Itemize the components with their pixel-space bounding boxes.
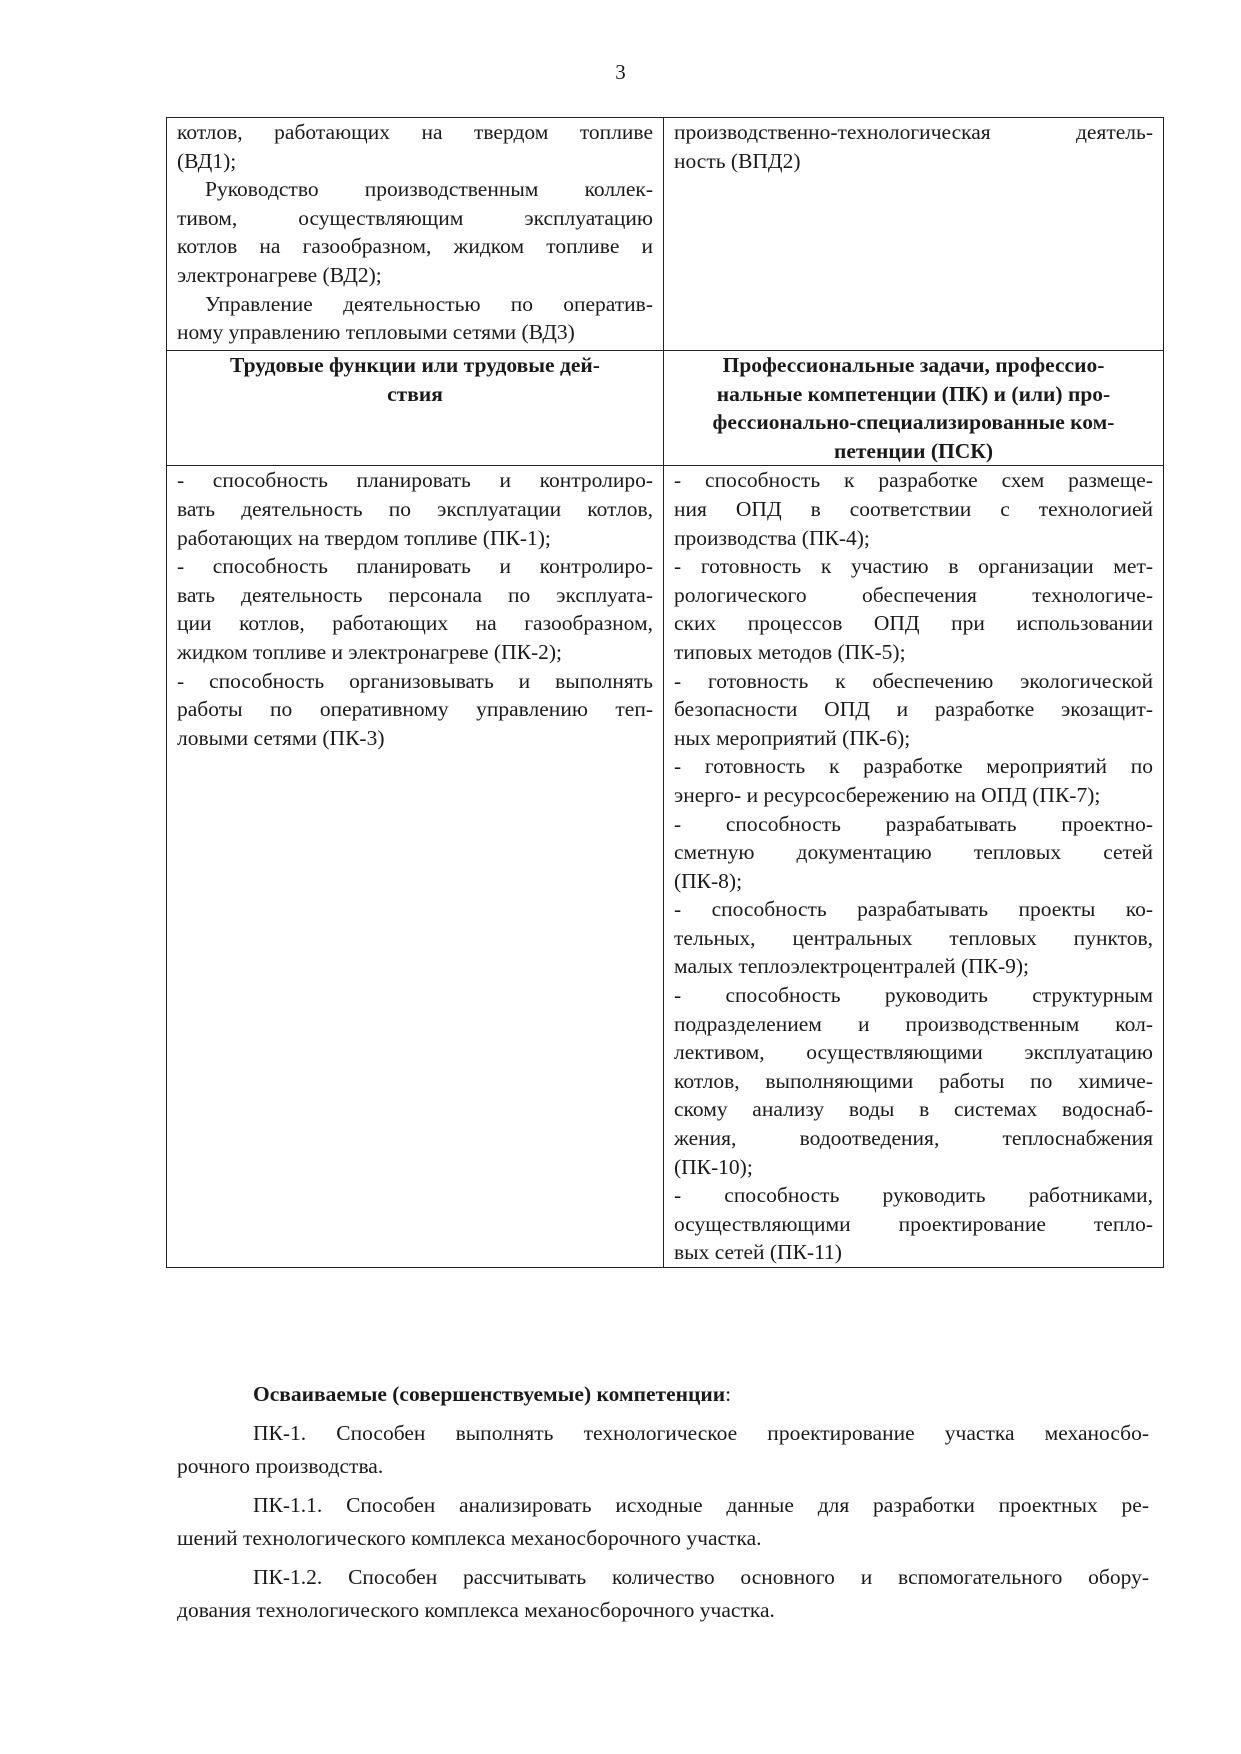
cell-paragraph [674,552,1153,666]
heading-text: Осваиваемые (совершенствуемые) компетенции [253,1382,726,1406]
text-line: сметную документацию тепловых сетей [674,840,1153,865]
competency-paragraph [177,1561,1149,1628]
text-line: ных мероприятий (ПК-6); [674,725,911,750]
text-line: - способность руководить структурным [674,983,1153,1008]
text-line: вых сетей (ПК-11) [674,1240,842,1265]
text-line: рочного производства. [177,1454,384,1478]
text-line: (ПК-10); [674,1154,753,1179]
cell-paragraph [674,810,1153,896]
text-line: безопасности ОПД и разработке экозащит- [674,697,1153,722]
competency-paragraph [177,1489,1149,1556]
cell-paragraph [177,667,653,753]
text-line: типовых методов (ПК-5); [674,639,906,664]
text-line: подразделением и производственным кол- [674,1011,1153,1036]
cell-paragraph [674,752,1153,809]
competencies-section [177,1378,1149,1628]
heading-colon: : [725,1382,732,1406]
text-line: Управление деятельностью по оператив- [205,291,653,316]
text-line: осуществляющими проектирование тепло- [674,1211,1153,1236]
text-line: производственно-технологическая деятель- [674,120,1153,144]
text-line: тивом, осуществляющим эксплуатацию [177,205,653,230]
text-line: котлов, работающих на твердом топливе [177,120,653,144]
cell-paragraph [674,981,1153,1181]
text-line: рологического обеспечения технологиче- [674,582,1153,607]
text-line: нальные компетенции (ПК) и (или) про- [716,381,1111,406]
text-line: - способность планировать и контролиро- [177,554,653,579]
cell-paragraph [674,351,1153,465]
text-line: Профессиональные задачи, профессио- [722,353,1105,377]
labor-functions-cell [167,466,664,1268]
header-labor-functions [167,351,664,466]
cell-paragraph [674,667,1153,753]
text-line: жения, водоотведения, теплоснабжения [674,1126,1153,1151]
competencies-heading [177,1378,1149,1412]
activities-cell [167,118,664,351]
cell-paragraph [177,290,653,347]
text-line: работающих на твердом топливе (ПК-1); [177,525,551,550]
text-line: фессионально-специализированные ком- [712,410,1115,435]
text-line: производства (ПК-4); [674,525,870,550]
text-line: - готовность к разработке мероприятий по [674,754,1153,779]
text-line: работы по оперативному управлению теп- [177,697,653,722]
text-line: - способность к разработке схем размеще- [674,468,1153,493]
text-line: ния ОПД в соответствии с технологией [674,496,1153,521]
cell-paragraph [177,552,653,666]
text-line: Трудовые функции или трудовые дей- [230,353,600,377]
competency-table [166,117,1164,1268]
text-line: ному управлению тепловыми сетями (ВД3) [177,320,575,345]
text-line: петенции (ПСК) [833,438,994,463]
cell-paragraph [177,466,653,552]
professional-competencies-cell [664,466,1164,1268]
text-line: (ВД1); [177,148,237,173]
text-line: ПК-1.1. Способен анализировать исходные данные для разработки проектных ре- [253,1492,1149,1517]
text-line: - способность организовывать и выполнять [177,668,653,693]
table-row-activities [167,118,1164,351]
text-line: ских процессов ОПД при использовании [674,611,1153,636]
text-line: тельных, центральных тепловых пунктов, [674,925,1153,950]
text-line: малых теплоэлектроцентралей (ПК-9); [674,954,1030,979]
text-line: скому анализу воды в системах водоснаб- [674,1097,1153,1122]
text-line: - способность руководить работниками, [674,1183,1153,1208]
text-line: ность (ВПД2) [674,148,801,173]
cell-paragraph [674,1181,1153,1267]
text-line: шений технологического комплекса механосборочного участка. [177,1526,762,1550]
competency-paragraph [177,1417,1149,1484]
text-line: котлов, выполняющими работы по химиче- [674,1068,1153,1093]
header-professional-tasks [664,351,1164,466]
text-line: вать деятельность персонала по эксплуата- [177,582,653,607]
text-line: ствия [387,381,443,406]
text-line: - способность разрабатывать проекты ко- [674,897,1153,922]
text-line: - способность планировать и контролиро- [177,468,653,493]
cell-paragraph [674,466,1153,552]
cell-paragraph [674,118,1153,175]
text-line: электронагреве (ВД2); [177,262,382,287]
text-line: лективом, осуществляющими эксплуатацию [674,1040,1153,1065]
text-line: жидком топливе и электронагреве (ПК-2); [177,639,563,664]
text-line: энерго- и ресурсосбережению на ОПД (ПК-7); [674,782,1101,807]
text-line: котлов на газообразном, жидком топливе и [177,234,653,259]
text-line: ПК-1. Способен выполнять технологическое проектирование участка механосбо- [253,1420,1149,1445]
text-line: ции котлов, работающих на газообразном, [177,611,653,636]
text-line: (ПК-8); [674,868,743,893]
text-line: - готовность к обеспечению экологической [674,668,1153,693]
text-line: - способность разрабатывать проектно- [674,811,1153,836]
cell-paragraph [177,118,653,175]
table-row-competencies [167,466,1164,1268]
cell-paragraph [177,351,653,408]
page-number: 3 [615,60,626,84]
text-line: вать деятельность по эксплуатации котлов, [177,496,653,521]
text-line: Руководство производственным коллек- [205,177,653,202]
cell-paragraph [674,895,1153,981]
text-line: ПК-1.2. Способен рассчитывать количество основного и вспомогательного обору- [253,1564,1149,1589]
table-header-row [167,351,1164,466]
activity-type-cell [664,118,1164,351]
text-line: ловыми сетями (ПК-3) [177,725,385,750]
cell-paragraph [177,175,653,289]
text-line: - готовность к участию в организации мет- [674,554,1153,579]
text-line: дования технологического комплекса механосборочного участка. [177,1598,775,1622]
